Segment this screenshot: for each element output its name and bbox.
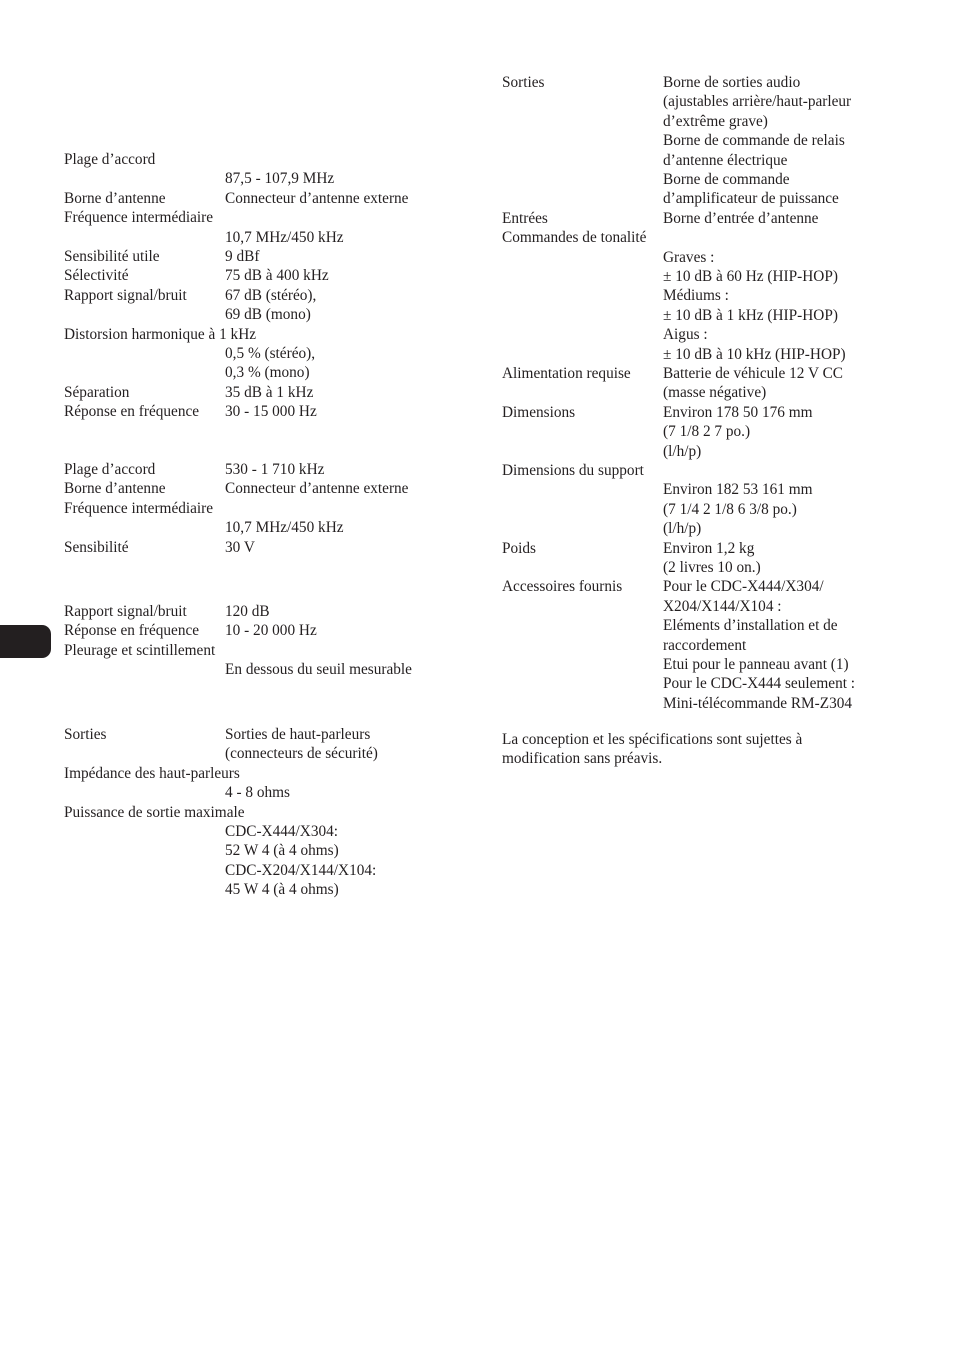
spec-value: 67 dB (stéréo),: [225, 286, 317, 304]
spec-value: 10,7 MHz/450 kHz: [225, 519, 344, 537]
spec-value: (ajustables arrière/haut-parleur: [663, 93, 852, 111]
note-text: modification sans préavis.: [502, 750, 663, 768]
spec-label: Rapport signal/bruit: [64, 286, 187, 304]
spec-label: Borne d’antenne: [64, 480, 166, 498]
right-column: [502, 0, 922, 1352]
spec-value: 52 W 4 (à 4 ohms): [225, 842, 339, 860]
spec-value: (2 livres 10 on.): [663, 559, 761, 576]
spec-value: (7 1/4 2 1/8 6 3/8 po.): [663, 500, 797, 518]
spec-value: Pour le CDC-X444/X304/: [663, 578, 824, 596]
spec-label: Commandes de tonalité: [502, 229, 647, 247]
spec-label: Séparation: [64, 383, 130, 401]
spec-label: Sélectivité: [64, 267, 129, 285]
spec-label: Réponse en fréquence: [64, 622, 200, 640]
spec-value: 69 dB (mono): [225, 306, 311, 324]
spec-value: 9 dBf: [225, 248, 260, 265]
spec-value: 45 W 4 (à 4 ohms): [225, 881, 339, 899]
spec-label: Dimensions du support: [502, 462, 644, 479]
spec-value: 30 - 15 000 Hz: [225, 403, 317, 421]
spec-label: Dimensions: [502, 403, 576, 421]
spec-value: ± 10 dB à 1 kHz (HIP-HOP): [663, 306, 838, 324]
spec-label: Distorsion harmonique à 1 kHz: [64, 325, 257, 343]
spec-label: Rapport signal/bruit: [64, 603, 187, 620]
spec-label: Plage d’accord: [64, 151, 156, 168]
spec-value: Environ 178 50 176 mm: [663, 403, 813, 421]
spec-value: d’antenne électrique: [663, 151, 788, 169]
spec-value: 35 dB à 1 kHz: [225, 383, 314, 401]
spec-value: Sorties de haut-parleurs: [225, 726, 371, 743]
spec-value: d’extrême grave): [663, 112, 768, 130]
spec-label: Borne d’antenne: [64, 189, 166, 207]
spec-value: (l/h/p): [663, 520, 702, 538]
spec-value: (connecteurs de sécurité): [225, 745, 378, 763]
spec-value: CDC-X444/X304:: [225, 823, 339, 840]
spec-value: CDC-X204/X144/X104:: [225, 861, 377, 879]
spec-label: Sensibilité: [64, 538, 129, 556]
spec-label: Fréquence intermédiaire: [64, 209, 214, 227]
spec-label: Sorties: [64, 726, 107, 743]
spec-label: Poids: [502, 539, 537, 557]
note-text: La conception et les spécifications sont sujettes à: [502, 731, 803, 748]
spec-value: Borne de commande de relais: [663, 132, 845, 150]
page-tab-marker: [0, 625, 51, 658]
left-column: [64, 0, 464, 1352]
spec-value: (l/h/p): [663, 442, 702, 460]
spec-value: 10,7 MHz/450 kHz: [225, 228, 344, 246]
spec-value: 75 dB à 400 kHz: [225, 267, 329, 285]
spec-value: 4 - 8 ohms: [225, 784, 291, 802]
spec-value: 30 V: [225, 538, 255, 556]
spec-value: 530 - 1 710 kHz: [225, 461, 325, 478]
spec-value: Aigus :: [663, 326, 708, 344]
spec-value: 10 - 20 000 Hz: [225, 622, 317, 640]
spec-label: Plage d’accord: [64, 461, 156, 478]
spec-value: 0,5 % (stéréo),: [225, 345, 316, 362]
spec-value: En dessous du seuil mesurable: [225, 661, 412, 679]
spec-value: d’amplificateur de puissance: [663, 190, 839, 208]
spec-value: ± 10 dB à 60 Hz (HIP-HOP): [663, 268, 838, 285]
spec-value: Connecteur d’antenne externe: [225, 189, 409, 207]
spec-label: Entrées: [502, 209, 548, 227]
spec-value: (7 1/8 2 7 po.): [663, 423, 751, 441]
spec-label: Sorties: [502, 74, 545, 91]
spec-label: Alimentation requise: [502, 365, 631, 382]
spec-value: Environ 1,2 kg: [663, 539, 755, 557]
spec-value: 120 dB: [225, 603, 270, 620]
spec-label: Pleurage et scintillement: [64, 641, 216, 659]
spec-value: Médiums :: [663, 287, 729, 305]
spec-value: Mini-télécommande RM-Z304: [663, 694, 853, 712]
spec-value: Etui pour le panneau avant (1): [663, 656, 849, 673]
spec-label: Puissance de sortie maximale: [64, 803, 245, 821]
spec-label: Sensibilité utile: [64, 248, 160, 265]
spec-value: Eléments d’installation et de: [663, 617, 838, 635]
spec-label: Fréquence intermédiaire: [64, 499, 214, 517]
spec-label: Accessoires fournis: [502, 578, 623, 596]
spec-value: raccordement: [663, 636, 747, 654]
spec-value: (masse négative): [663, 384, 767, 402]
spec-label: Réponse en fréquence: [64, 403, 200, 421]
spec-label: Impédance des haut-parleurs: [64, 764, 240, 782]
spec-value: Borne d’entrée d’antenne: [663, 209, 819, 227]
spec-value: 0,3 % (mono): [225, 364, 310, 382]
spec-value: Pour le CDC-X444 seulement :: [663, 675, 856, 693]
spec-value: Graves :: [663, 248, 715, 266]
spec-value: Connecteur d’antenne externe: [225, 480, 409, 498]
spec-value: Batterie de véhicule 12 V CC: [663, 365, 843, 382]
spec-value: Borne de commande: [663, 171, 790, 188]
spec-value: Environ 182 53 161 mm: [663, 481, 813, 499]
spec-value: ± 10 dB à 10 kHz (HIP-HOP): [663, 345, 846, 363]
spec-value: X204/X144/X104 :: [663, 597, 782, 615]
spec-value: Borne de sorties audio: [663, 74, 801, 91]
spec-value: 87,5 - 107,9 MHz: [225, 170, 335, 188]
